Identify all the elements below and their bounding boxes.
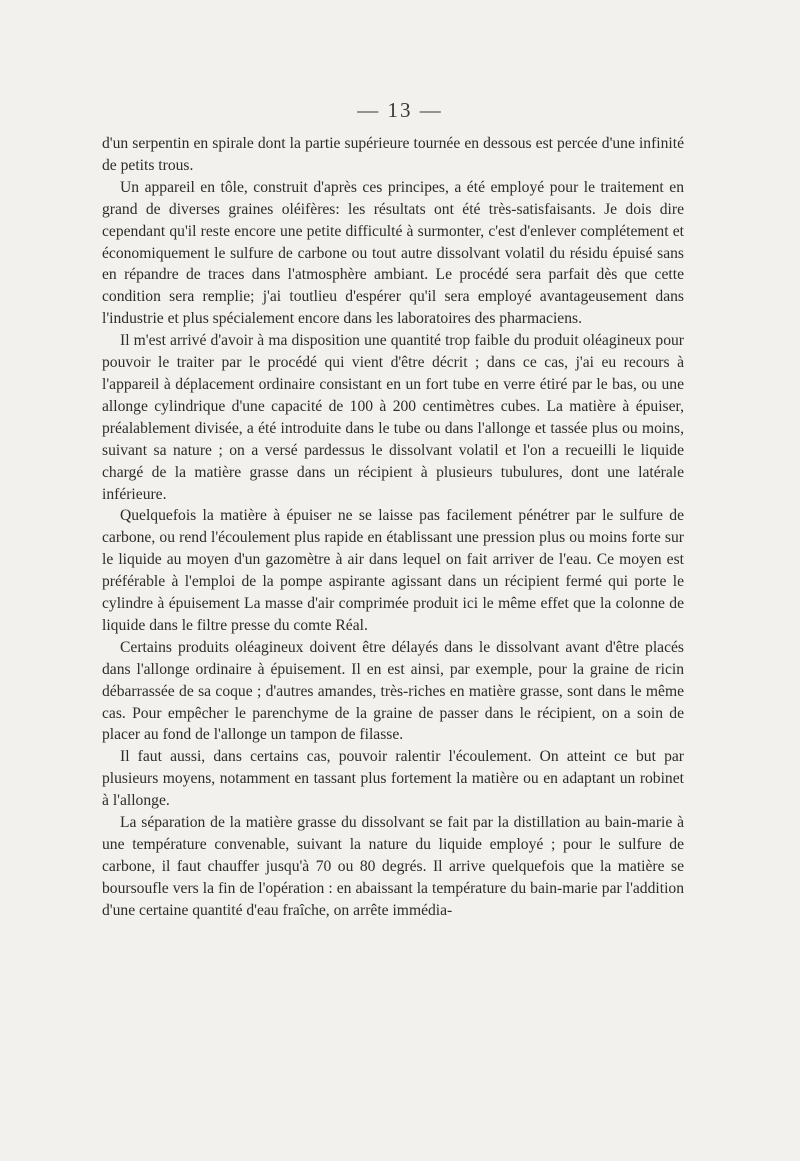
paragraph-7: La séparation de la matière grasse du dissolvant se fait par la distillation au bain-marie à une température convenable, suivant la nature du liquide employé ; pour le sulfure de carbone, il faut chauffer jusqu'à 70 ou 80 degrés. Il arrive quelquefois que la matière se boursoufle vers la fin de l'opération : en abaissant la température du bain-marie par l'addition d'une certaine quantité d'eau fraîche, on arrête immédia- [102,814,684,919]
paragraph-2: Un appareil en tôle, construit d'après ces principes, a été employé pour le traitement en grand de diverses graines oléifères: les résultats ont été très-satisfaisants. Je dois dire cependant qu'il reste encore une petite difficulté à surmonter, c'est d'enlever complétement et économiquement le sulfure de carbone ou tout autre dissolvant volatil du résidu épuisé sans en répandre de traces dans l'atmosphère ambiant. Le procédé sera parfait dès que cette condition sera remplie; j'ai toutlieu d'espérer qu'il sera employé avantageusement dans l'industrie et plus spécialement encore dans les laboratoires des pharmaciens. [102,178,684,328]
paragraph-3: Il m'est arrivé d'avoir à ma disposition une quantité trop faible du produit oléagineux pour pouvoir le traiter par le procédé qui vient d'être décrit ; dans ce cas, j'ai eu recours à l'appareil à déplacement ordinaire consistant en un fort tube en verre étiré par le bas, ou une allonge cylindrique d'une capacité de 100 à 200 centimètres cubes. La matière à épuiser, préalablement divisée, a été introduite dans le tube ou dans l'allonge et tassée plus ou moins, suivant sa nature ; on a versé pardessus le dissolvant volatil et l'on a recueilli le liquide chargé de la matière grasse dans un récipient à plusieurs tubulures, dont une latérale inférieure. [102,332,684,503]
paragraph-1: d'un serpentin en spirale dont la partie supérieure tournée en dessous est percée d'une infinité de petits trous. [102,135,684,174]
body-text [102,133,684,922]
paragraph-4: Quelquefois la matière à épuiser ne se laisse pas facilement pénétrer par le sulfure de carbone, ou rend l'écoulement plus rapide en établissant une pression plus ou moins forte sur le liquide au moyen d'un gazomètre à air dans lequel on fait arriver de l'eau. Ce moyen est préférable à l'emploi de la pompe aspirante agissant dans un récipient fermé qui porte le cylindre à épuisement La masse d'air comprimée produit ici le même effet que la colonne de liquide dans le filtre presse du comte Réal. [102,507,684,634]
page-number: — 13 — [357,98,443,122]
paragraph-6: Il faut aussi, dans certains cas, pouvoir ralentir l'écoulement. On atteint ce but par plusieurs moyens, notamment en tassant plus fortement la matière ou en adaptant un robinet à l'allonge. [102,748,684,810]
paragraph-5: Certains produits oléagineux doivent être délayés dans le dissolvant avant d'être placés dans l'allonge ordinaire à épuisement. Il en est ainsi, par exemple, pour la graine de ricin débarrassée de sa coque ; d'autres amandes, très-riches en matière grasse, sont dans le même cas. Pour empêcher le parenchyme de la graine de passer dans le récipient, on a soin de placer au fond de l'allonge un tampon de filasse. [102,638,684,744]
